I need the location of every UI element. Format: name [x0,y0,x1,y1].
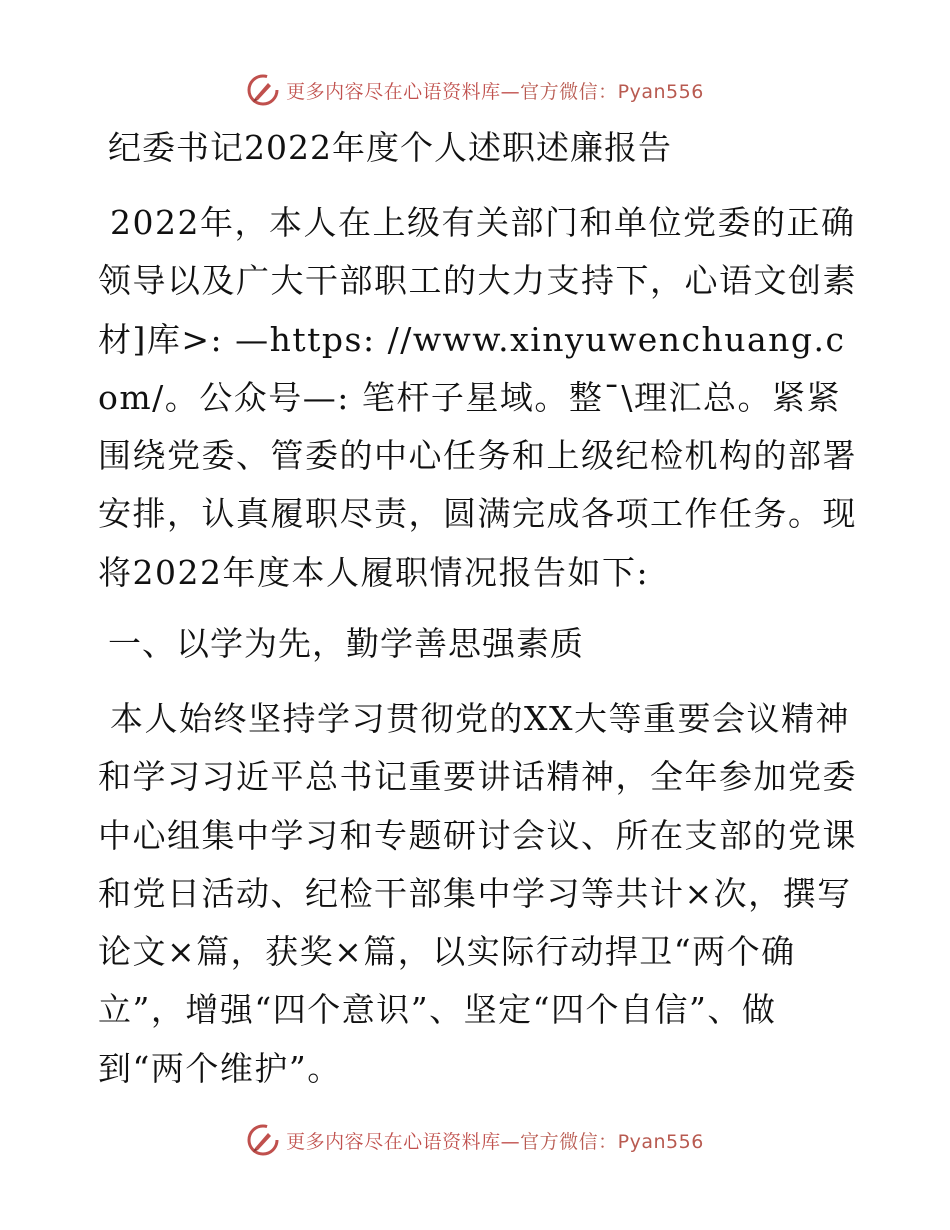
paragraph-study: 本人始终坚持学习贯彻党的XX大等重要会议精神和学习习近平总书记重要讲话精神，全年参加党委中心组集中学习和专题研讨会议、所在支部的党课和党日活动、纪检干部集中学习等共计×次，撰写论文×篇，获奖×篇，以实际行动捍卫“两个确立”，增强“四个意识”、坚定“四个自信”、做到“两个维护”。 [98,699,857,1088]
pen-logo-icon [246,1123,280,1157]
watermark-main-text: 更多内容尽在心语资料库— [286,80,521,103]
paragraph-intro: 2022年，本人在上级有关部门和单位党委的正确领导以及广大干部职工的大力支持下，心语文创素材]库>: —https: //www.xinyuwenchuang.com/。公众号—: 笔杆子星域。整¯\理汇总。紧紧围绕党委、管委的中心任务和上级纪检机构的部署安排，认真履职尽责，圆满完成各项工作任务。现将2022年度本人履职情况报告如下: [98,203,857,592]
watermark-main-text: 更多内容尽在心语资料库— [286,1130,521,1153]
watermark-text [286,77,704,104]
watermark-text [286,1127,704,1154]
section-heading-1: 一、以学为先，勤学善思强素质 [108,624,584,663]
document-title: 纪委书记2022年度个人述职述廉报告 [108,128,672,167]
header-watermark-banner [0,70,950,110]
footer-watermark-banner [0,1120,950,1160]
watermark-wechat-text: 官方微信：Pyan556 [520,80,704,103]
pen-logo-icon [246,73,280,107]
watermark-wechat-text: 官方微信：Pyan556 [520,1130,704,1153]
